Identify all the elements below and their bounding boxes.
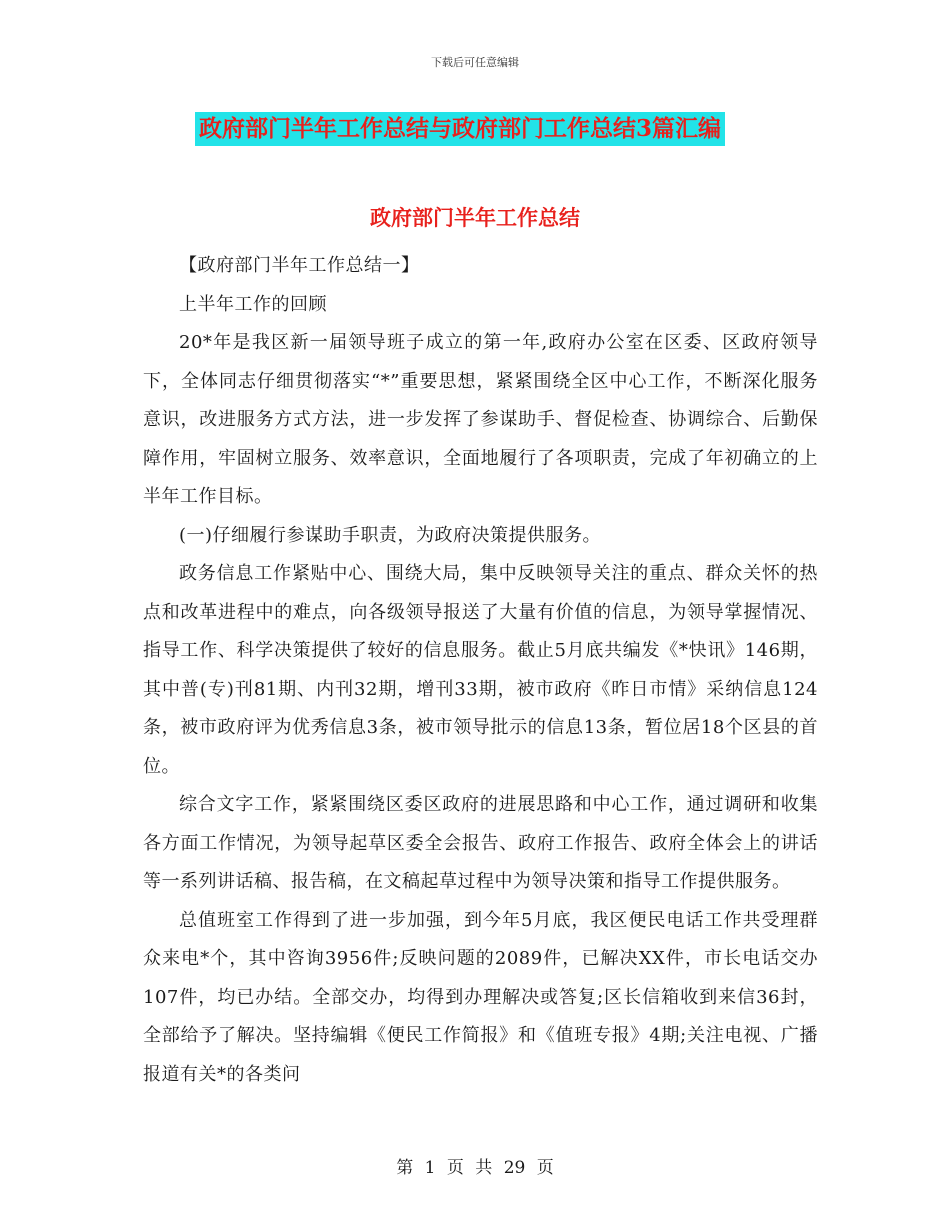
section-title: 政府部门半年工作总结 [370,205,580,230]
header-note: 下载后可任意编辑 [431,56,519,69]
paragraph: 20*年是我区新一届领导班子成立的第一年,政府办公室在区委、区政府领导下，全体同志仔细贯彻落实“*”重要思想，紧紧围绕全区中心工作，不断深化服务意识，改进服务方式方法，进一步发挥了参谋助手、督促检查、协调综合、后勤保障作用，牢固树立服务、效率意识，全面地履行了各项职责，完成了年初确立的上半年工作目标。 [143,332,818,507]
paragraph: 总值班室工作得到了进一步加强，到今年5月底，我区便民电话工作共受理群众来电*个，其中咨询3956件;反映问题的2089件，已解决XX件，市长电话交办107件，均已办结。全部交办，均得到办理解决或答复;区长信箱收到来信36封，全部给予了解决。坚持编辑《便民工作简报》和《值班专报》4期;关注电视、广播报道有关*的各类问 [143,909,818,1085]
document-title: 政府部门半年工作总结与政府部门工作总结3篇汇编 [195,112,725,146]
paragraph: 上半年工作的回顾 [179,293,327,315]
page-number-footer: 第 1 页 共 29 页 [396,1158,554,1178]
document-body [143,247,818,1094]
paragraph: (一)仔细履行参谋助手职责，为政府决策提供服务。 [179,524,602,546]
paragraph: 政务信息工作紧贴中心、围绕大局，集中反映领导关注的重点、群众关怀的热点和改革进程中的难点，向各级领导报送了大量有价值的信息，为领导掌握情况、指导工作、科学决策提供了较好的信息服务。截止5月底共编发《*快讯》146期，其中普(专)刊81期、内刊32期，增刊33期，被市政府《昨日市情》采纳信息124条，被市政府评为优秀信息3条，被市领导批示的信息13条，暂位居18个区县的首位。 [143,563,818,777]
paragraph: 【政府部门半年工作总结一】 [179,255,420,276]
paragraph: 综合文字工作，紧紧围绕区委区政府的进展思路和中心工作，通过调研和收集各方面工作情况，为领导起草区委全会报告、政府工作报告、政府全体会上的讲话等一系列讲话稿、报告稿，在文稿起草过程中为领导决策和指导工作提供服务。 [143,794,818,892]
